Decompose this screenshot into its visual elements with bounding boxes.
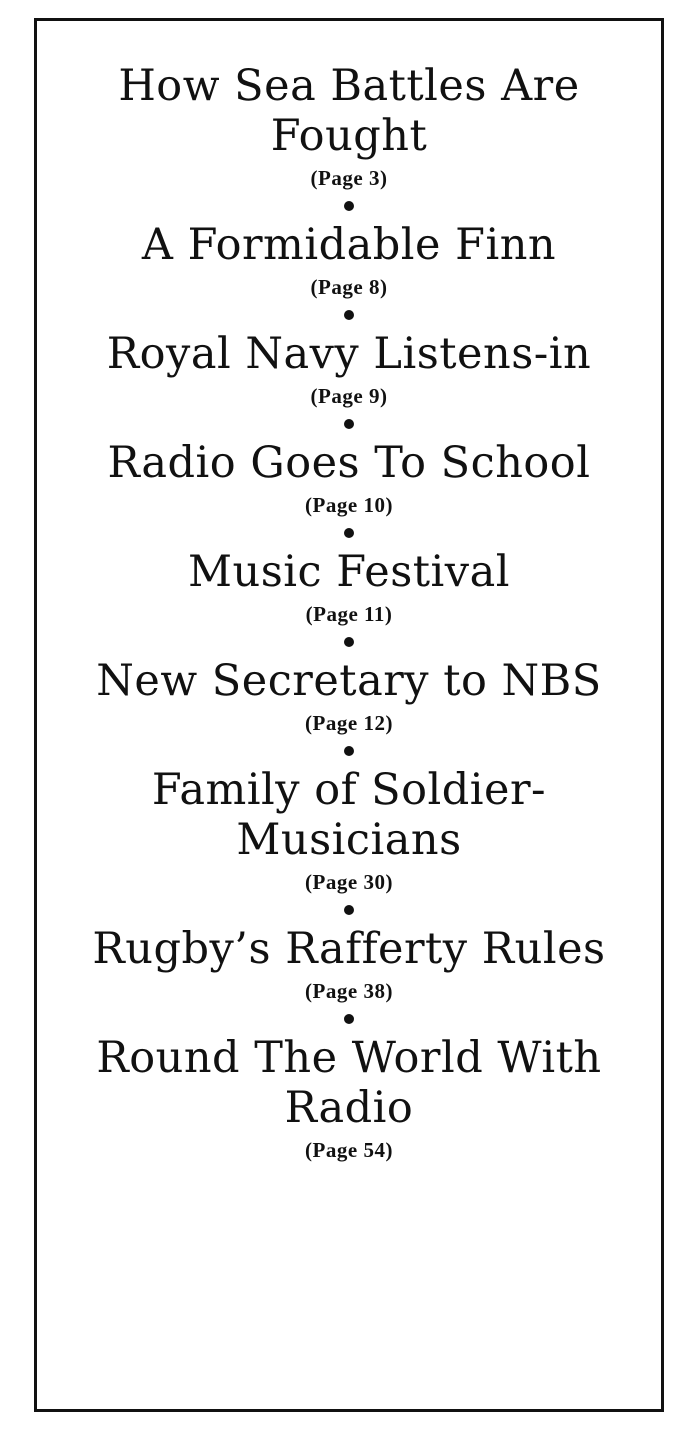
- page-reference: (Page 12): [305, 711, 393, 735]
- article-title: A Formidable Finn: [141, 220, 557, 270]
- contents-box: [34, 18, 664, 1412]
- bullet-separator: [344, 1014, 354, 1024]
- page-reference: (Page 54): [305, 1138, 393, 1162]
- page-reference: (Page 3): [310, 166, 388, 190]
- article-title: New Secretary to NBS: [96, 656, 602, 706]
- page-reference: (Page 30): [305, 870, 393, 894]
- article-entry[interactable]: [37, 61, 661, 191]
- article-title: Royal Navy Listens-in: [106, 329, 592, 379]
- article-entry[interactable]: [37, 765, 661, 895]
- bullet-separator: [344, 528, 354, 538]
- bullet-separator: [344, 201, 354, 211]
- article-title: Radio Goes To School: [107, 438, 591, 488]
- article-entry[interactable]: [37, 547, 661, 627]
- article-title: Family of Soldier- Musicians: [151, 765, 547, 865]
- page-reference: (Page 38): [305, 979, 393, 1003]
- page-reference: (Page 10): [305, 493, 393, 517]
- article-title: Rugby’s Rafferty Rules: [92, 924, 606, 974]
- article-entry[interactable]: [37, 438, 661, 518]
- page-reference: (Page 8): [310, 275, 388, 299]
- article-entry[interactable]: [37, 220, 661, 300]
- bullet-separator: [344, 419, 354, 429]
- article-entry[interactable]: [37, 656, 661, 736]
- article-title: How Sea Battles Are Fought: [118, 61, 580, 161]
- contents-list: [37, 61, 661, 1163]
- bullet-separator: [344, 637, 354, 647]
- bullet-separator: [344, 905, 354, 915]
- article-title: Round The World With Radio: [96, 1033, 602, 1133]
- page-reference: (Page 11): [305, 602, 393, 626]
- bullet-separator: [344, 310, 354, 320]
- bullet-separator: [344, 746, 354, 756]
- article-entry[interactable]: [37, 329, 661, 409]
- page-reference: (Page 9): [310, 384, 388, 408]
- article-title: Music Festival: [187, 547, 510, 597]
- article-entry[interactable]: [37, 924, 661, 1004]
- article-entry[interactable]: [37, 1033, 661, 1163]
